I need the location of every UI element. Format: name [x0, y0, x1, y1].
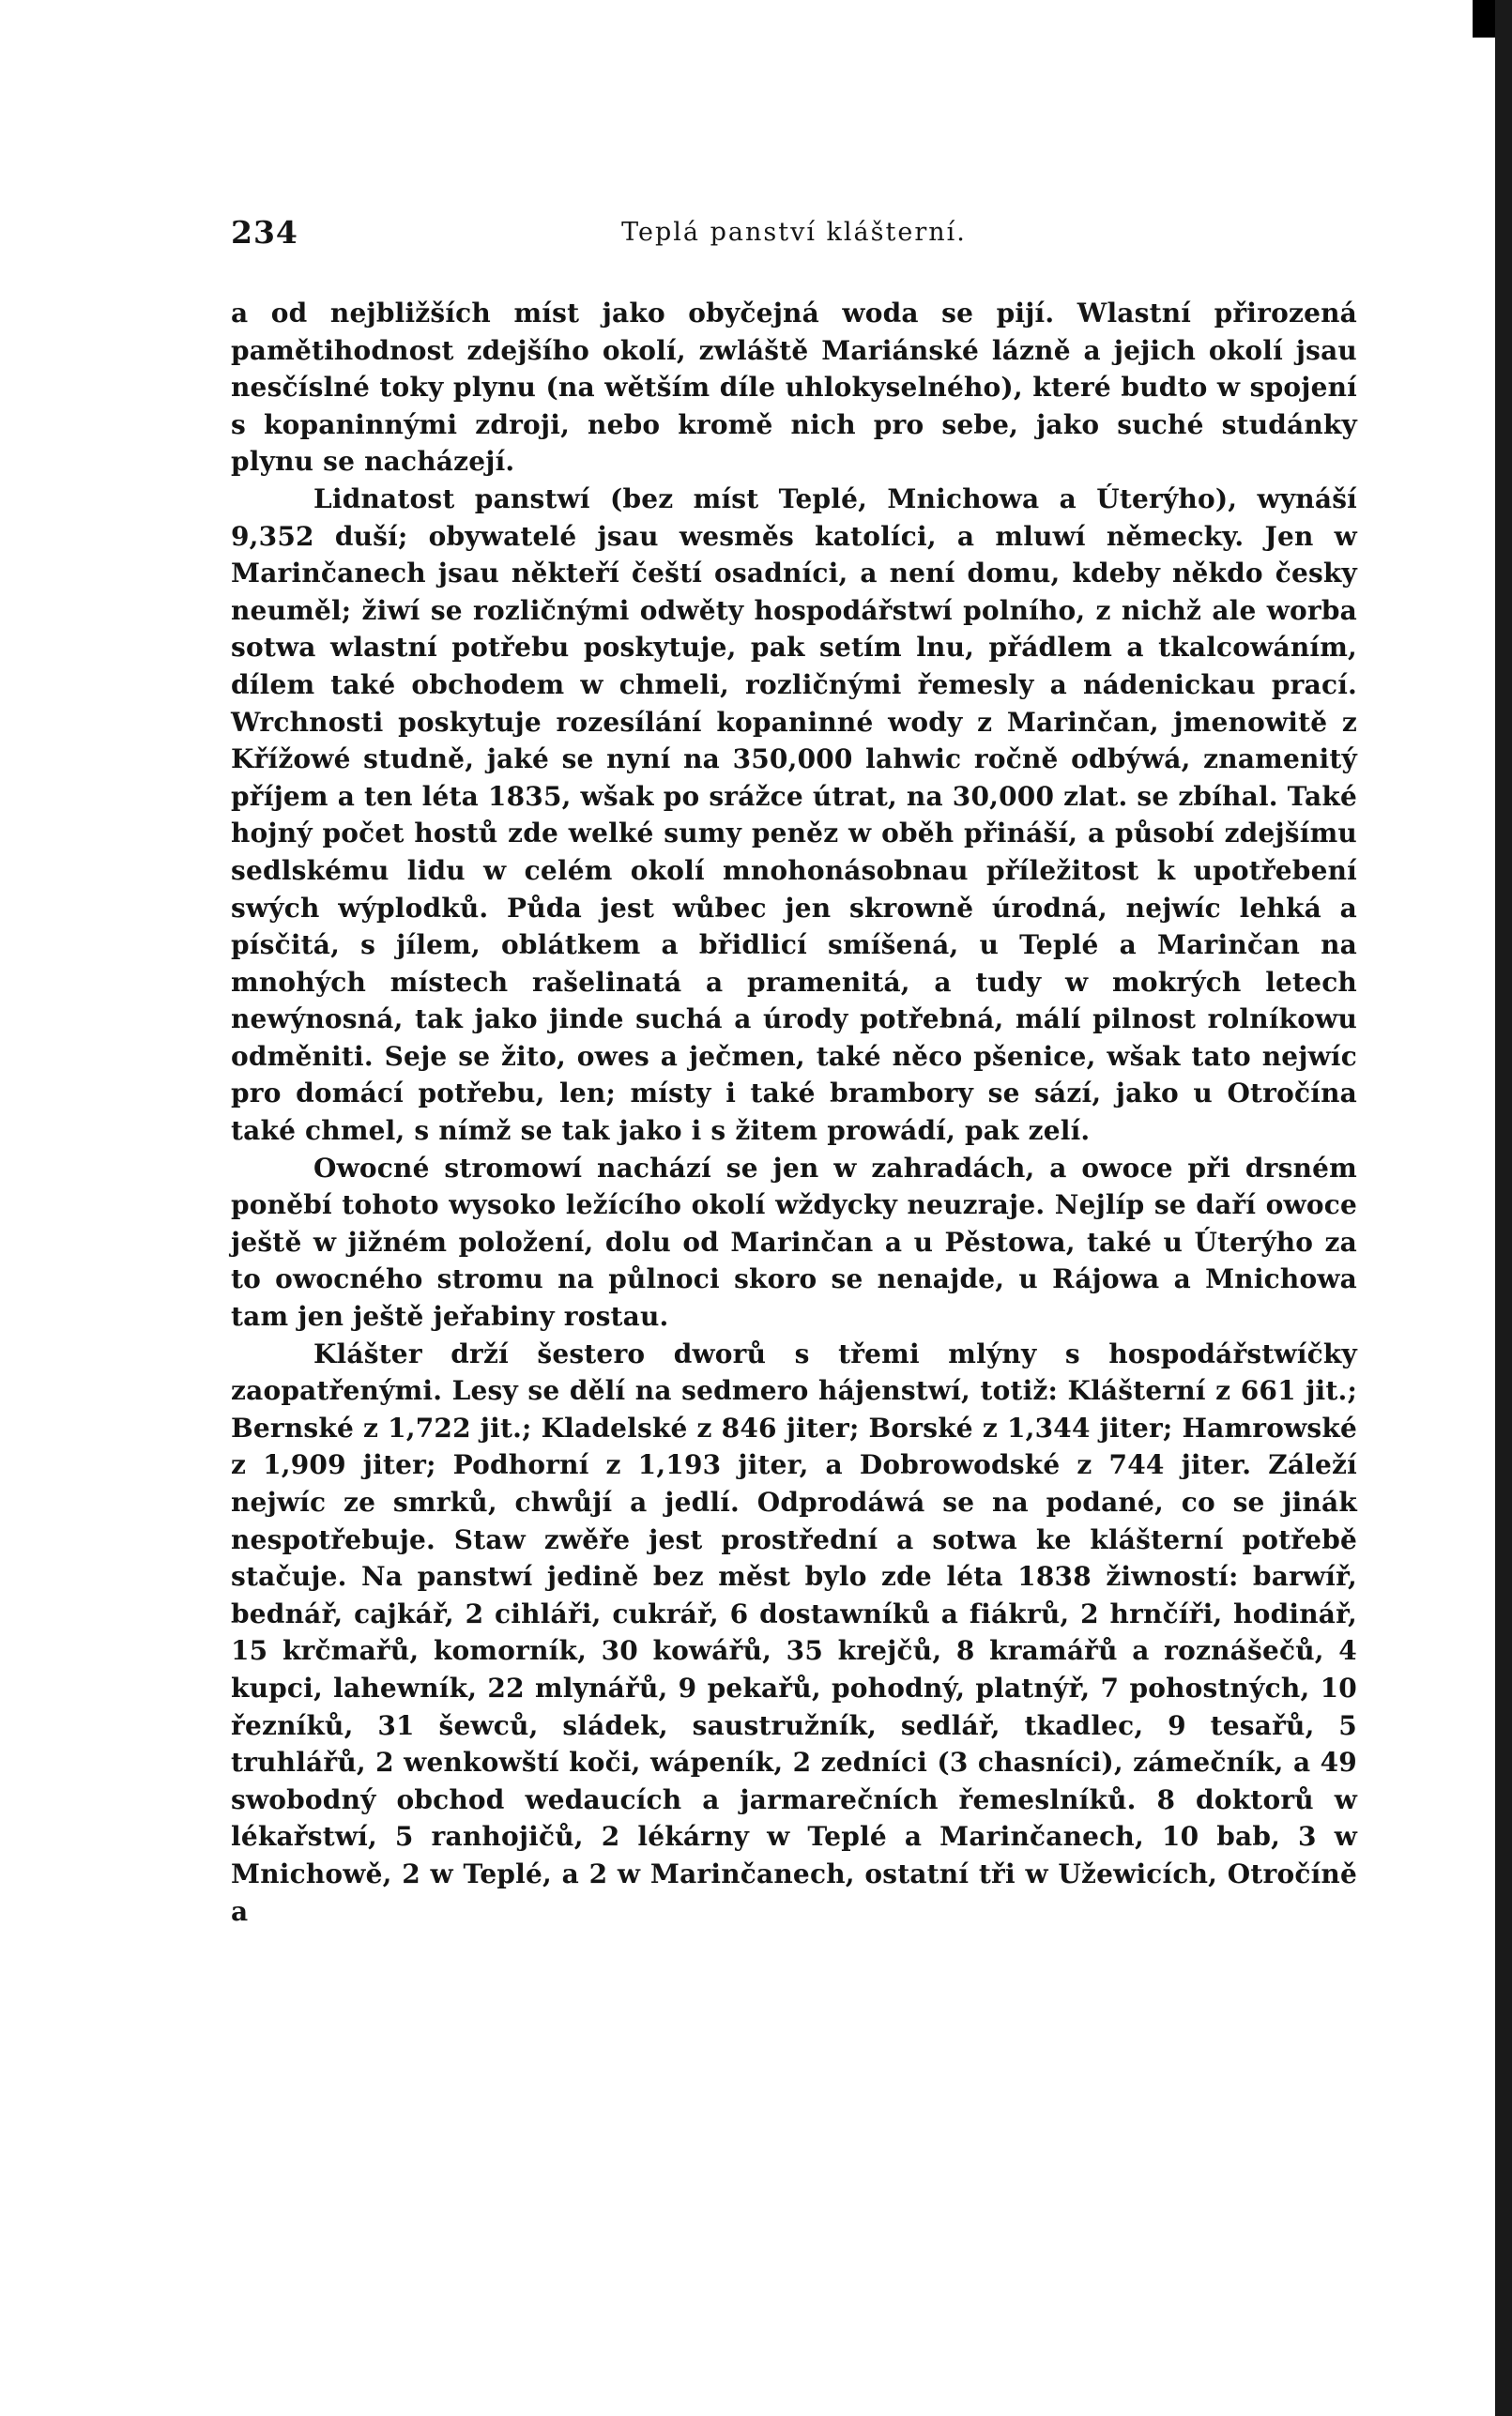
paragraph-1: a od nejbližších míst jako obyčejná woda se pijí. Wlastní přirozená pamětihodnost zdejšího okolí, zwláště Mariánské lázně a jejich okolí jsau nesčíslné toky plynu (na wětším díle uhlokyselného), které budto w spojení s kopaninnými zdroji, nebo kromě nich pro sebe, jako suché studánky plynu se nacházejí.: [231, 298, 1357, 478]
body-text: [231, 295, 1357, 1930]
scan-border-edge: [1495, 0, 1512, 2416]
running-title: Teplá panství klášterní.: [621, 218, 967, 247]
paragraph-2: Lidnatost panstwí (bez míst Teplé, Mnichowa a Úterýho), wynáší 9,352 duší; obywatelé jsau wesměs katolíci, a mluwí německy. Jen w Marinčanech jsau někteří čeští osadníci, a není domu, kdeby někdo česky neuměl; žiwí se rozličnými odwěty hospodářstwí polního, z nichž ale worba sotwa wlastní potřebu poskytuje, pak setím lnu, přádlem a tkalcowáním, dílem také obchodem w chmeli, rozličnými řemesly a nádenickau prací. Wrchnosti poskytuje rozesílání kopaninné wody z Marinčan, jmenowitě z Křížowé studně, jaké se nyní na 350,000 lahwic ročně odbýwá, znamenitý příjem a ten léta 1835, wšak po srážce útrat, na 30,000 zlat. se zbíhal. Také hojný počet hostů zde welké sumy peněz w oběh přináší, a působí zdejšímu sedlskému lidu w celém okolí mnohonásobnau příležitost k upotřebení swých wýplodků. Půda jest wůbec jen skrowně úrodná, nejwíc lehká a písčitá, s jílem, oblátkem a břidlicí smíšená, u Teplé a Marinčan na mnohých místech rašelinatá a pramenitá, a tudy w mokrých letech newýnosná, tak jako jinde suchá a úrody potřebná, málí pilnost rolníkowu odměniti. Seje se žito, owes a ječmen, také něco pšenice, wšak tato nejwíc pro domácí potřebu, len; místy i také brambory se sází, jako u Otročína také chmel, s nímž se tak jako i s žitem prowádí, pak zelí.: [231, 482, 1357, 1147]
paragraph-3: Owocné stromowí nachází se jen w zahradách, a owoce při drsném poněbí tohoto wysoko ležícího okolí wždycky neuzraje. Nejlíp se daří owoce ještě w jižném položení, dolu od Marinčan a u Pěstowa, také u Úterýho za to owocného stromu na půlnoci skoro se nenajde, u Rájowa a Mnichowa tam jen ještě jeřabiny rostau.: [231, 1152, 1357, 1333]
book-page: [231, 214, 1357, 1930]
page-number: 234: [231, 214, 298, 251]
paragraph-4: Klášter drží šestero dworů s třemi mlýny s hospodářstwíčky zaopatřenými. Lesy se dělí na sedmero hájenstwí, totiž: Klášterní z 661 jit.; Bernské z 1,722 jit.; Kladelské z 846 jiter; Borské z 1,344 jiter; Hamrowské z 1,909 jiter; Podhorní z 1,193 jiter, a Dobrowodské z 744 jiter. Záleží nejwíc ze smrků, chwůjí a jedlí. Odprodáwá se na podané, co se jinák nespotřebuje. Staw zwěře jest prostřední a sotwa ke klášterní potřebě stačuje. Na panstwí jedině bez měst bylo zde léta 1838 žiwností: barwíř, bednář, cajkář, 2 cihláři, cukrář, 6 dostawníků a fiákrů, 2 hrnčíři, hodinář, 15 krčmařů, komorník, 30 kowářů, 35 krejčů, 8 kramářů a roznášečů, 4 kupci, lahewník, 22 mlynářů, 9 pekařů, pohodný, platnýř, 7 pohostných, 10 řezníků, 31 šewců, sládek, saustružník, sedlář, tkadlec, 9 tesařů, 5 truhlářů, 2 wenkowští koči, wápeník, 2 zedníci (3 chasníci), zámečník, a 49 swobodný obchod wedaucích a jarmarečních řemeslníků. 8 doktorů w lékařstwí, 5 ranhojičů, 2 lékárny w Teplé a Marinčanech, 10 bab, 3 w Mnichowě, 2 w Teplé, a 2 w Marinčanech, ostatní tři w Užewicích, Otročíně a: [231, 1338, 1357, 1927]
running-head: [231, 214, 1357, 261]
